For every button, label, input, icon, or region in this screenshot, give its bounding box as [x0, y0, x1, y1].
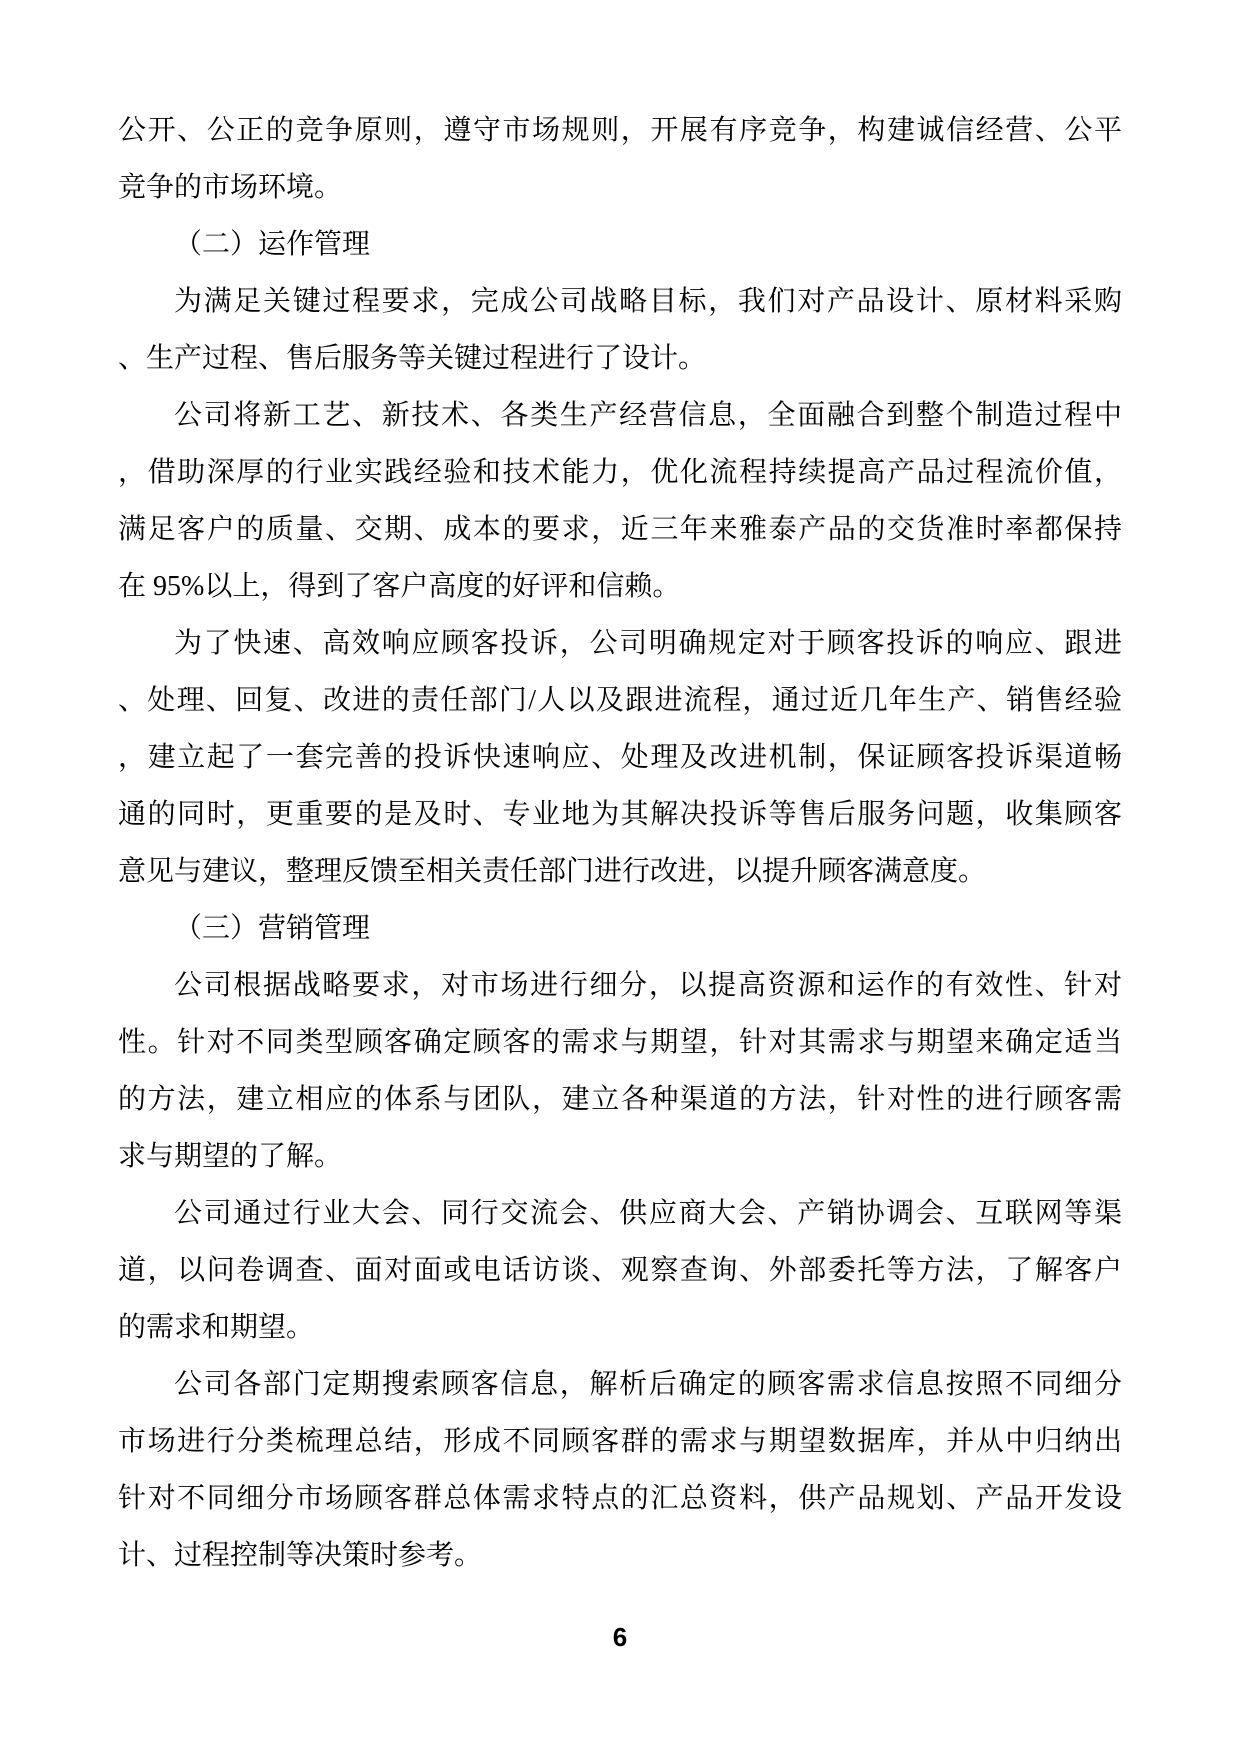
page-footer — [0, 1622, 1240, 1653]
text-line: 求与期望的了解。 — [118, 1141, 343, 1172]
text-line: ，借助深厚的行业实践经验和技术能力，优化流程持续提高产品过程流价值， — [118, 457, 1122, 488]
text-line: 通的同时，更重要的是及时、专业地为其解决投诉等售后服务问题，收集顾客 — [118, 799, 1122, 830]
text-line: 为了快速、高效响应顾客投诉，公司明确规定对于顾客投诉的响应、跟进 — [174, 628, 1122, 659]
text-line: 、生产过程、售后服务等关键过程进行了设计。 — [118, 343, 707, 374]
text-line: 、处理、回复、改进的责任部门/人以及跟进流程，通过近几年生产、销售经验 — [118, 685, 1122, 716]
text-line: 针对不同细分市场顾客群总体需求特点的汇总资料，供产品规划、产品开发设 — [118, 1483, 1122, 1514]
text-line: 道，以问卷调查、面对面或电话访谈、观察查询、外部委托等方法，了解客户 — [118, 1255, 1122, 1286]
text-line: 公司根据战略要求，对市场进行细分，以提高资源和运作的有效性、针对 — [174, 970, 1122, 1001]
text-line: 公司通过行业大会、同行交流会、供应商大会、产销协调会、互联网等渠 — [174, 1198, 1122, 1229]
document-body — [118, 102, 1122, 1584]
text-line: 的需求和期望。 — [118, 1312, 315, 1343]
text-line: 市场进行分类梳理总结，形成不同顾客群的需求与期望数据库，并从中归纳出 — [118, 1426, 1122, 1457]
text-line: 的方法，建立相应的体系与团队，建立各种渠道的方法，针对性的进行顾客需 — [118, 1084, 1122, 1115]
section-heading: （三）营销管理 — [174, 913, 371, 944]
section-heading: （二）运作管理 — [174, 229, 371, 260]
text-line: 计、过程控制等决策时参考。 — [118, 1540, 483, 1571]
text-line: 公开、公正的竞争原则，遵守市场规则，开展有序竞争，构建诚信经营、公平 — [118, 115, 1122, 146]
text-line: ，建立起了一套完善的投诉快速响应、处理及改进机制，保证顾客投诉渠道畅 — [118, 742, 1122, 773]
text-line: 公司将新工艺、新技术、各类生产经营信息，全面融合到整个制造过程中 — [174, 400, 1122, 431]
text-line: 为满足关键过程要求，完成公司战略目标，我们对产品设计、原材料采购 — [174, 286, 1122, 317]
page-number: 6 — [612, 1622, 628, 1652]
text-line: 竞争的市场环境。 — [118, 172, 343, 203]
text-line: 性。针对不同类型顾客确定顾客的需求与期望，针对其需求与期望来确定适当 — [118, 1027, 1122, 1058]
text-line: 满足客户的质量、交期、成本的要求，近三年来雅泰产品的交货准时率都保持 — [118, 514, 1122, 545]
text-line: 在 95%以上，得到了客户高度的好评和信赖。 — [118, 571, 681, 602]
text-line: 意见与建议，整理反馈至相关责任部门进行改进，以提升顾客满意度。 — [118, 856, 987, 887]
text-line: 公司各部门定期搜索顾客信息，解析后确定的顾客需求信息按照不同细分 — [174, 1369, 1122, 1400]
